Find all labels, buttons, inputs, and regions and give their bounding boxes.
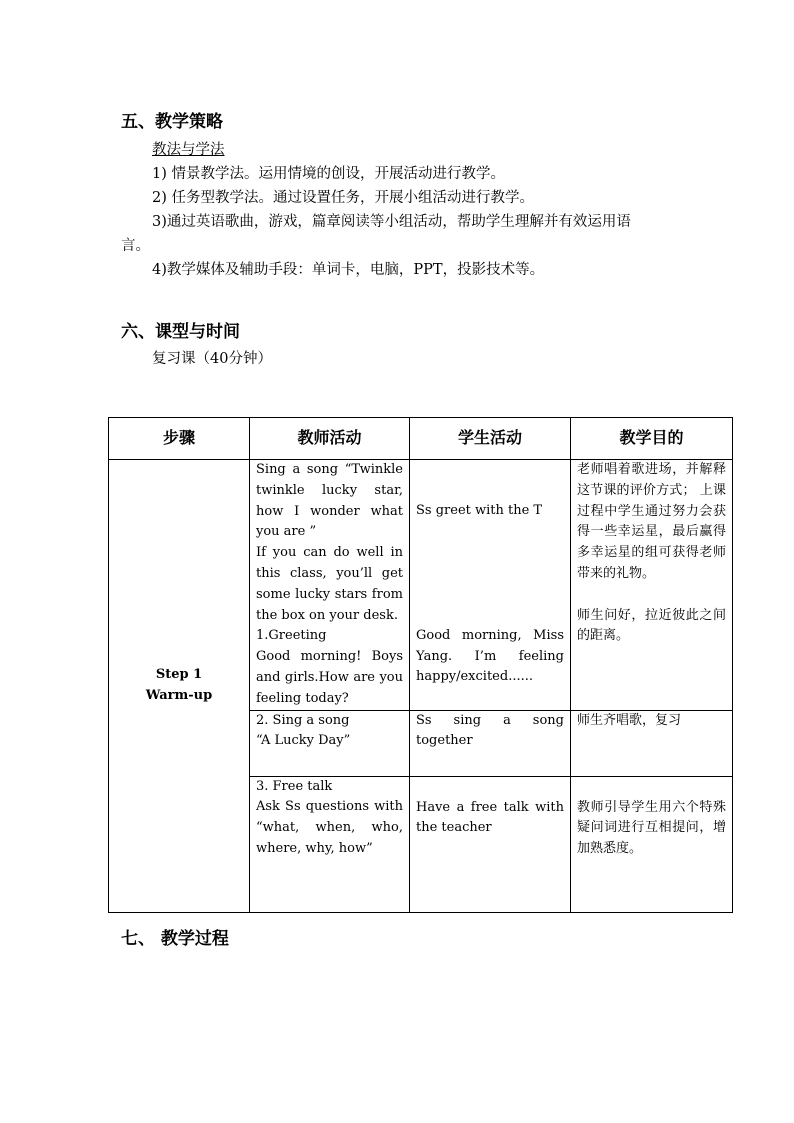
purpose-cell: [571, 460, 733, 711]
section5-item-4: 4)教学媒体及辅助手段：单词卡，电脑，PPT，投影技术等。: [152, 262, 545, 278]
purpose-text: 教师引导学生用六个特殊疑问词进行互相提问，增加熟悉度。: [577, 799, 726, 857]
section5-subheading: 教法与学法: [152, 142, 225, 158]
table-row: [109, 460, 733, 711]
student-text: Ss greet with the T: [416, 503, 543, 518]
section5-item-2: 2) 任务型教学法。通过设置任务，开展小组活动进行教学。: [152, 190, 534, 206]
table-header-row: [109, 418, 733, 460]
step-label: Step 1: [155, 666, 203, 682]
section7-heading: 七、 教学过程: [121, 929, 229, 949]
purpose-text: 师生齐唱歌，复习: [577, 712, 682, 728]
step-cell: [109, 460, 250, 913]
teacher-text: Good morning! Boys and girls.How are you feeling today?: [256, 649, 403, 706]
teacher-text: “A Lucky Day”: [256, 733, 351, 749]
purpose-cell: [571, 710, 733, 776]
teacher-activity-cell: [250, 710, 410, 776]
student-activity-cell: [410, 776, 571, 912]
student-text: Have a free talk with the teacher: [416, 799, 564, 836]
teacher-activity-cell: [250, 776, 410, 912]
teacher-text: Sing a song “Twinkle twinkle lucky star, how I wonder what you are ”: [256, 462, 403, 540]
section5-item-3-cont: 言。: [121, 238, 150, 254]
teacher-activity-cell: [250, 460, 410, 711]
header-step: 步骤: [109, 418, 250, 460]
section6-heading: 六、课型与时间: [121, 322, 240, 342]
lesson-table: [108, 417, 733, 913]
header-teacher-activity: 教师活动: [250, 418, 410, 460]
header-purpose: 教学目的: [571, 418, 733, 460]
student-activity-cell: [410, 460, 571, 711]
step-name: Warm-up: [145, 687, 213, 703]
teacher-text: 2. Sing a song: [256, 712, 350, 728]
teacher-text: 3. Free talk: [256, 778, 333, 794]
teacher-text: If you can do well in this class, you’ll get some lucky stars from the box on your desk.: [256, 545, 403, 623]
student-text: Ss sing a song together: [416, 712, 564, 749]
purpose-text: 老师唱着歌进场，并解释这节课的评价方式； 上课过程中学生通过努力会获得一些幸运星，最后赢得多幸运星的组可获得老师带来的礼物。: [577, 462, 726, 581]
teacher-text: 1.Greeting: [256, 628, 327, 644]
section6-text: 复习课（40分钟）: [152, 351, 272, 367]
section5-item-1: 1) 情景教学法。运用情境的创设，开展活动进行教学。: [152, 166, 505, 182]
purpose-text: 师生问好，拉近彼此之间的距离。: [577, 607, 726, 644]
student-activity-cell: [410, 710, 571, 776]
header-student-activity: 学生活动: [410, 418, 571, 460]
section5-heading: 五、教学策略: [121, 112, 223, 132]
student-text: Good morning, Miss Yang. I’m feeling happy/excited......: [416, 627, 564, 685]
purpose-cell: [571, 776, 733, 912]
section5-item-3: 3)通过英语歌曲，游戏，篇章阅读等小组活动，帮助学生理解并有效运用语: [152, 214, 631, 230]
teacher-text: Ask Ss questions with “what, when, who, where, why, how”: [256, 799, 403, 856]
